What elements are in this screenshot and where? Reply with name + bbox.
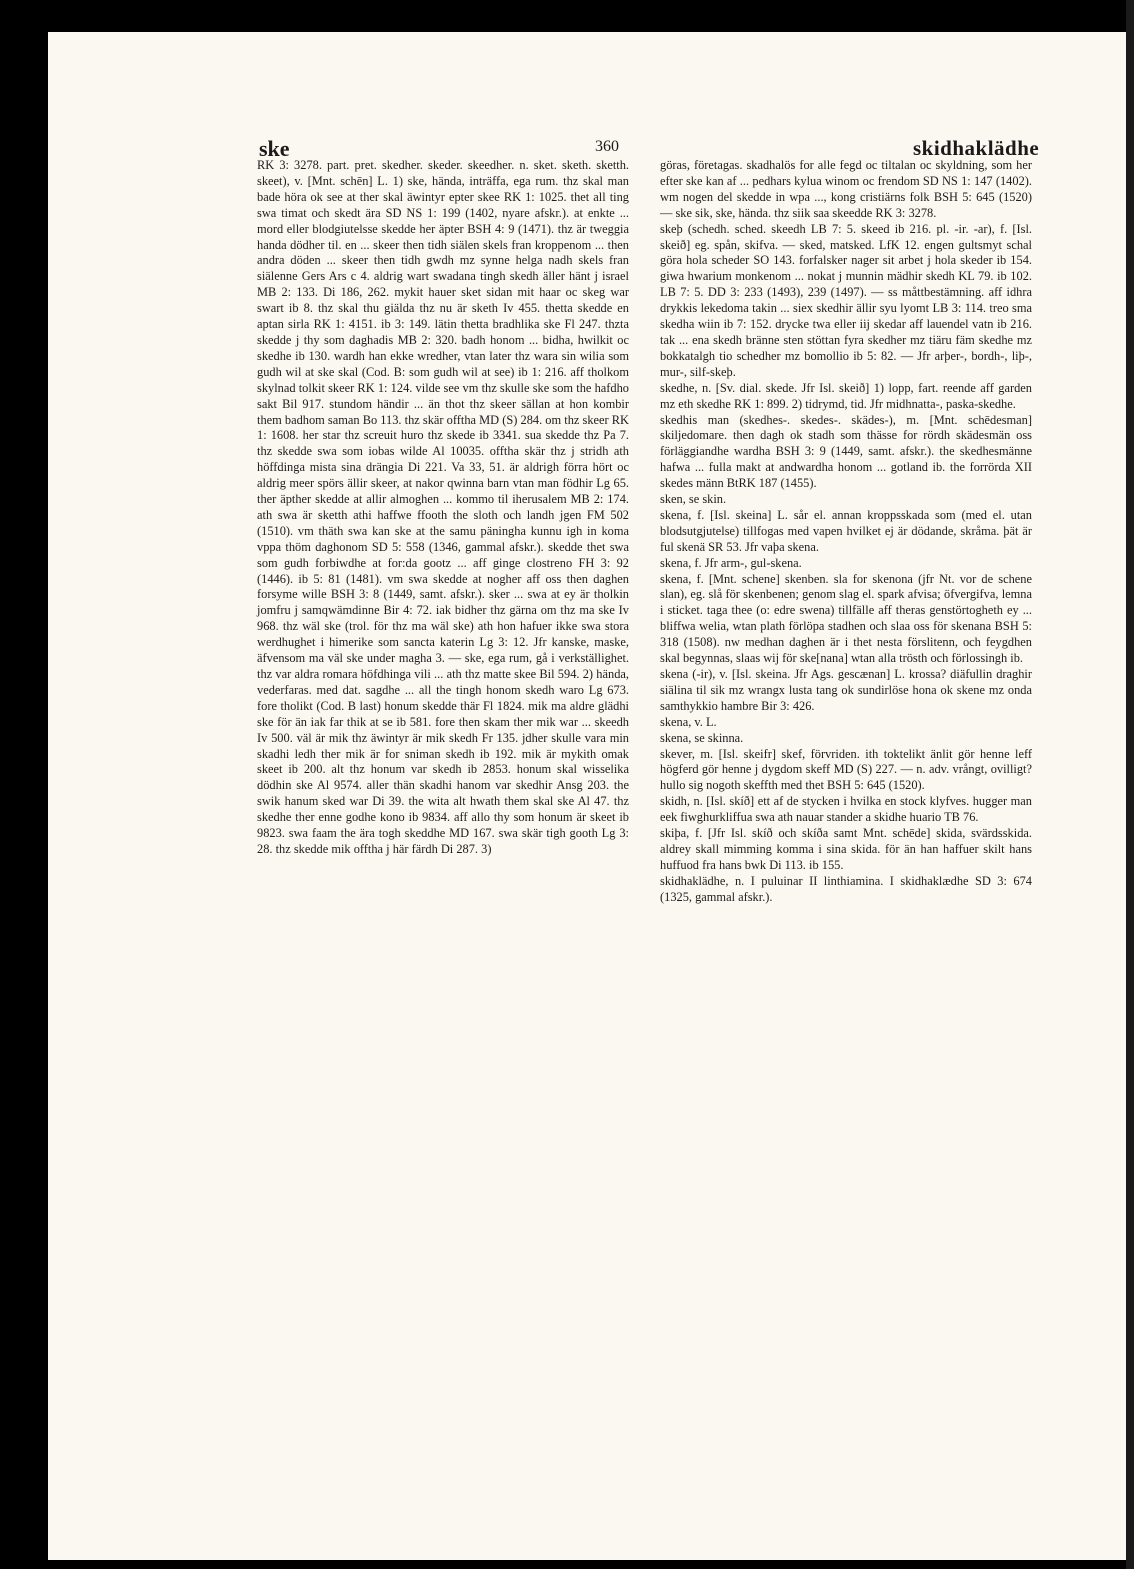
- dictionary-entry: skedhe, n. [Sv. dial. skede. Jfr Isl. skeið] 1) lopp, fart. reende aff garden mz eth skedhe RK 1: 899. 2) tidrymd, tid. Jfr midhnatta-, paska-skedhe.: [660, 380, 1032, 411]
- right-column: [660, 158, 1032, 906]
- dictionary-entry: skever, m. [Isl. skeifr] skef, förvriden. ith toktelikt änlit gör henne leff högferd gör henne j dygdom skeff MD (S) 227. — n. adv. vrångt, ovilligt? hullo sig nogoth skeffth med thet BSH 5: 645 (1520).: [660, 746, 1032, 793]
- dictionary-entry: sken, se skin.: [660, 492, 727, 507]
- dictionary-entry: skiþa, f. [Jfr Isl. skíð och skíða samt Mnt. schēde] skida, svärdsskida. aldrey skall mimming komma i sina skida. för än han haffuer skilt hans huffuod fra hans bwk Di 113. ib 155.: [660, 826, 1032, 872]
- dictionary-entry: skena, v. L.: [660, 714, 717, 729]
- dictionary-entry: skedhis man (skedhes-. skedes-. skädes-), m. [Mnt. schēdesman] skiljedomare. then dagh ok stadh som thässe for rördh skädesmän oss förläggiandhe wardha BSH 3: 9 (1449, samt. afskr.). the skedhesmänne hafwa ... fulla makt at andwardha honom ... gotland ib. the forrörda XII skedes männ BtRK 187 (1455).: [660, 412, 1032, 491]
- dictionary-entry: skena (-ir), v. [Isl. skeina. Jfr Ags. gescænan] L. krossa? diäfullin draghir siälina til sik mz wrangx lusta tang ok sundirlöse hona ok skene mz onda samthykkio hambre Bir 3: 426.: [660, 667, 1032, 713]
- page-number: 360: [595, 138, 619, 155]
- dictionary-entry: skeþ (schedh. sched. skeedh LB 7: 5. skeed ib 216. pl. -ir. -ar), f. [Isl. skeið] eg. spån, skifva. — sked, matsked. LfK 12. engen gultsmyt schal göra hola scheder SO 143. forfalsker nager sit arbet j hola skeder ib 154. giwa hwarium monkenom ... nokat j munnin mädhir skedh KL 79. ib 102. LB 7: 5. DD 3: 233 (1493), 239 (1497). — ss måttbestämning. aff idhra drykkis lekedoma takin ... siex skedhir ällir syu lyomt LB 3: 114. treo sma skedha wiin ib 7: 152. drycke twa eller iij skedar aff lauendel vatn ib 216. tak ... ena skedh bränne sten stöttan fyra skedher mz tiäru fäm skedhe mz bokkatalgh tio schedher mz bomollio ib 5: 82. — Jfr arþer-, bordh-, liþ-, mur-, silf-skeþ.: [660, 221, 1032, 379]
- entry-text: göras, företagas. skadhalös for alle fegd oc tiltalan oc skyldning, som her efter ske kan af ... pedhars kylua winom oc frendom SD NS 1: 147 (1402). wm nogen del skedde in wpa ..., kong cristiärns folk BSH 5: 645 (1520) — ske sik, ske, hända. thz siik saa skeedde RK 3: 3278.: [660, 158, 1032, 220]
- scan-edge: [1126, 0, 1134, 1569]
- dictionary-entry: skena, f. [Isl. skeina] L. sår el. annan kroppsskada som (med el. utan blodsutgjutelse) tillfogas med vapen hvilket ej är dödande, skråma. þät är ful skenä SR 53. Jfr vaþa skena.: [660, 507, 1032, 554]
- dictionary-page: [48, 32, 1126, 1560]
- left-column: [257, 158, 629, 858]
- dictionary-entry: skidhaklädhe, n. I puluinar II linthiamina. I skidhaklædhe SD 3: 674 (1325, gammal afskr.).: [660, 873, 1032, 904]
- dictionary-entry: skena, f. [Mnt. schene] skenben. sla for skenona (jfr Nt. vor de schene slan), eg. slå för skenbenen; genom slag el. spark afvisa; öfvergifva, lemna i sticket. taga thee (o: edre swena) tillfälle aff theras genstörtogheth ey ... bliffwa welia, wtan plath förlöpa stadhen och slaa oss för skenana BSH 5: 318 (1508). nw medhan daghen är i thet nesta förslitenn, och feygdhen skal begynnas, slaas wij för ske[nana] wtan alla trösth och förlossingh ib.: [660, 571, 1032, 666]
- entry-text: RK 3: 3278. part. pret. skedher. skeder. skeedher. n. sket. sketh. sketth. skeet), v. [Mnt. schēn] L. 1) ske, hända, inträffa, ega rum. thz skal man bade höra ok see at ther skal äwintyr epter skee RK 1: 1025. thet all ting swa timat och skedt ära SD NS 1: 199 (1402, nyare afskr.). at enkte ... mord eller blodgiutelsse skedde her äpter BSH 4: 9 (1471). thz är tweggia handa dödher til. en ... skeer then tidh siälen skels fran kroppenom ... then andra döden ... skeer then tidh gwdh mz synne helga nadh skels fran siälenne Gers Ars c 4. aldrig wart swadana tingh skedh äller hänt j israel MB 2: 133. Di 186, 262. mykit hauer sket sidan mit haar oc skeg war swart ib 8. thz skal thu giälda thz nu är sketh Iv 455. thetta skedde en aptan sirla RK 1: 4151. ib 3: 149. lätin thetta bradhlika ske Fl 247. thzta skedde j thy som daghadis MB 2: 320. badh honom ... bidha, hwilkit oc skedhe ib 130. wardh han ekke wredher, vtan later thz wara sin wilia som gudh wil at ske skal (Cod. B: som gudh wil at see) ib 1: 216. aff tholkom skylnad tolkit skeer RK 1: 124. vilde see vm thz skulle ske som the hafdho sakt Bil 917. stundom händir ... än thot thz skeer sällan at hon kombir them badhom saman Bo 113. thz skär offtha MD (S) 284. om thz skeer RK 1: 1608. her star thz screuit huro thz skede ib 3341. sua skedde thz Pa 7. thz skedde swa som iobas wilde Al 10035. offtha skär thz j stridh ath höffdinga mista sina drängia Di 221. Va 33, 51. är aldrigh förra hört oc aldrig meer spörs ällir skeer, at nakor qwinna barn vtan man födhir Lg 65. ther äpther skedde at allir almoghen ... kommo til iherusalem MB 2: 174. ath swa är sketth athi haffwe ffooth the sloth och landh jgen FM 502 (1510). vm thäth swa kan ske at the samu päningha kunnu igh in koma vppa thöm daghonom SD 5: 558 (1346, gammal afskr.). skedde thet swa som gudh forbiwdhe at for:da gootz ... aff ginge clostreno FH 3: 92 (1446). ib 5: 81 (1481). vm swa skedde at nogher aff oss then daghen forsyme wille BSH 3: 8 (1449, samt. afskr.). sker ... swa at ey är tholkin jomfru j samqwämdinne Bir 4: 72. iak bidher thz gärna om thz ma ske Iv 968. thz wäl ske (trol. för thz ma wäl ske) ath hon hafuer ikke swa stora werdhughet i himerike som sancta katerin Lg 3: 12. Jfr kanske, maske, äfvensom ma väl ske under magha 3. — ske, ega rum, gå i verkställighet. thz var aldra romara höfdhinga vili ... ath thz matte skee Bil 594. 2) hända, vederfaras. med dat. sagdhe ... all the tingh honom skedh waro Lg 673. fore tholikt (Cod. B last) honum skedde thär Fl 1824. mik ma aldre glädhi ske för än iak far thik at se ib 581. fore then skam ther mik war ... skeedh Iv 500. väl är mik thz äwintyr är mik skedh Fr 135. jdher skulle vara min skadhi ledh ther mik är for sniman skedh ib 192. mik är mykith omak skeet ib 200. alt thz honum var skedh ib 2853. honum skal wisselika dödhin ske Al 9574. aller thän skadhi hanom var skedhir Ansg 203. the swik hanum sked war Di 39. the wita alt hwath them skal ske Al 47. thz skedhe ther enne godhe kono ib 9834. aff allo thy som honum är skeet ib 9823. swa faam the ära togh skeddhe MD 167. swa skär tigh gooth Lg 3: 28. thz skedde mik offtha j här färdh Di 287. 3): [257, 158, 629, 856]
- running-head-right: skidhaklädhe: [913, 136, 1040, 160]
- dictionary-entry: skena, se skinna.: [660, 730, 744, 745]
- dictionary-entry: skena, f. Jfr arm-, gul-skena.: [660, 555, 802, 570]
- dictionary-entry: skidh, n. [Isl. skíð] ett af de stycken i hvilka en stock klyfves. hugger man eek fiwghurkliffua swa ath nauar stander a skidhe huario TB 76.: [660, 794, 1032, 825]
- running-head-left: ske: [259, 136, 290, 161]
